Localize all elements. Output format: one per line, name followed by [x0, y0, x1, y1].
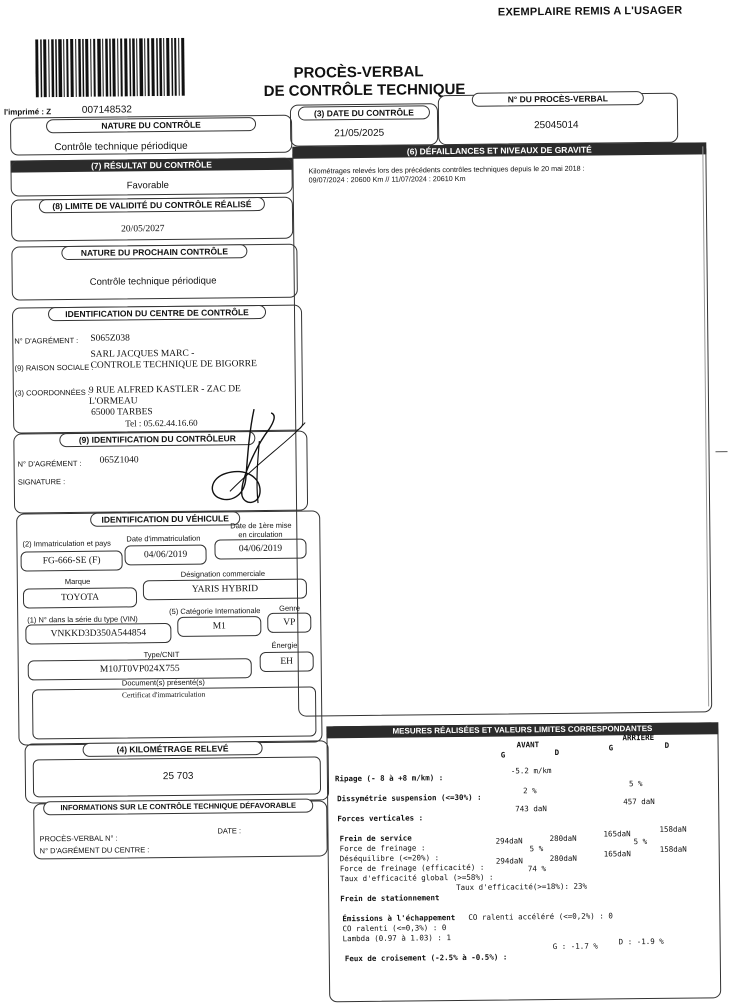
forces-ar: 457 daN — [623, 796, 655, 807]
categorie-value: M1 — [177, 616, 261, 637]
frein-service: Frein de service — [339, 833, 412, 844]
taux-global-value: 74 % — [527, 864, 546, 874]
centre-agrement-value: S065Z038 — [90, 333, 130, 344]
mesures-arriere: ARRIERE — [622, 732, 655, 743]
title-line2: DE CONTRÔLE TECHNIQUE — [263, 80, 466, 100]
mesures-ar-g: G — [608, 743, 614, 753]
documents-label: Document(s) présenté(s) — [121, 677, 205, 688]
feux-g: G : -1.7 % — [552, 941, 598, 952]
ff-ar-d: 158daN — [659, 824, 687, 834]
vin-value: VNKKD3D350A544854 — [25, 623, 171, 645]
defaillances-box — [292, 142, 712, 716]
centre-title: IDENTIFICATION DU CENTRE DE CONTRÔLE — [48, 305, 266, 321]
validite-title: (8) LIMITE DE VALIDITÉ DU CONTRÔLE RÉALISÉ — [39, 197, 265, 213]
date-mec-value: 04/06/2019 — [214, 539, 306, 560]
centre-raison-line2: CONTROLE TECHNIQUE DE BIGORRE — [90, 359, 257, 371]
nature-title: NATURE DU CONTRÔLE — [46, 117, 256, 133]
deseq-av: 5 % — [529, 844, 544, 854]
dissym-ar: 5 % — [628, 779, 643, 789]
date-immat-value: 04/06/2019 — [124, 545, 206, 566]
immat-value: FG-666-SE (F) — [21, 550, 123, 571]
date-controle-title: (3) DATE DU CONTRÔLE — [298, 105, 430, 120]
title-line1: PROCÈS-VERBAL — [293, 63, 424, 82]
mesures-title: MESURES RÉALISÉES ET VALEURS LIMITES CORRESPONDANTES — [326, 722, 718, 738]
centre-agrement-label: N° D'AGRÉMENT : — [14, 335, 79, 346]
signature-label: SIGNATURE : — [17, 477, 66, 487]
vin-label: (1) N° dans la série du type (VIN) — [27, 614, 138, 625]
documents-value: Certificat d'immatriculation — [121, 689, 206, 700]
deseq-label: Déséquilibre (<=20%) : — [339, 853, 440, 864]
resultat-title: (7) RÉSULTAT DU CONTRÔLE — [10, 158, 292, 173]
mesures-av-g: G — [500, 750, 506, 760]
ffe-ar-d: 158daN — [659, 844, 687, 854]
energie-value: EH — [260, 651, 314, 672]
feux-label: Feux de croisement (-2.5% à -0.5%) : — [344, 952, 508, 964]
barcode-graphic — [35, 38, 186, 98]
date-immat-label: Date d'immatriculation — [126, 533, 201, 544]
emissions-label: Émissions à l'échappement — [342, 913, 456, 924]
centre-coord-line1: 9 RUE ALFRED KASTLER - ZAC DE — [88, 384, 241, 396]
co-ralenti: CO ralenti (<=0,3%) : 0 — [342, 923, 447, 934]
co-accelere: CO ralenti accéléré (<=0,2%) : 0 — [468, 911, 613, 922]
taux-global-label: Taux d'efficacité global (>=58%) : — [339, 872, 494, 884]
ffe-ar-g: 165daN — [603, 849, 631, 859]
kilometrage-value: 25 703 — [162, 770, 194, 783]
imprime-number: 007148532 — [81, 104, 133, 116]
ff-ar-g: 165daN — [603, 829, 631, 839]
defavorable-pv-label: PROCÈS-VERBAL N° : — [39, 833, 118, 844]
defaillances-line1: Kilométrages relevés lors des précédents contrôles techniques depuis le 20 mai 2018 : — [308, 163, 585, 176]
force-freinage-label: Force de freinage : — [339, 843, 426, 854]
ff-av-d: 280daN — [549, 833, 577, 844]
lambda: Lambda (0.97 à 1.03) : 1 — [342, 933, 452, 944]
nature-value: Contrôle technique périodique — [54, 140, 188, 154]
centre-raison-label: (9) RAISON SOCIALE : — [14, 362, 94, 373]
feux-d: D : -1.9 % — [618, 936, 664, 947]
marque-label: Marque — [64, 576, 91, 587]
mesures-ar-d: D — [664, 740, 670, 750]
date-mec-label1: Date de 1ère mise — [230, 520, 292, 531]
defaillances-title: (6) DÉFAILLANCES ET NIVEAUX DE GRAVITÉ — [292, 142, 706, 158]
vehicule-title: IDENTIFICATION DU VÉHICULE — [90, 511, 240, 527]
defaillances-line2: 09/07/2024 : 20600 Km // 11/07/2024 : 20610 Km — [308, 173, 466, 185]
defavorable-date-label: DATE : — [217, 826, 242, 836]
taux-stat: Taux d'efficacité(>=18%): 23% — [456, 881, 588, 893]
defavorable-title: INFORMATIONS SUR LE CONTRÔLE TECHNIQUE DÉFAVORABLE — [43, 799, 313, 816]
controleur-agrement-value: 065Z1040 — [99, 455, 139, 466]
categorie-label: (5) Catégorie Internationale — [169, 606, 261, 617]
type-label: Type/CNIT — [143, 649, 180, 660]
numero-pv-title: N° DU PROCÈS-VERBAL — [472, 91, 644, 107]
mesures-avant: AVANT — [516, 740, 540, 750]
designation-value: YARIS HYBRID — [143, 579, 307, 601]
dissym-label: Dissymétrie suspension (<=30%) : — [337, 792, 482, 804]
centre-tel: Tel : 05.62.44.16.60 — [125, 417, 198, 429]
copy-label: EXEMPLAIRE REMIS A L'USAGER — [497, 4, 683, 19]
date-mec-label2: en circulation — [238, 529, 283, 540]
prochain-title: NATURE DU PROCHAIN CONTRÔLE — [61, 244, 247, 260]
scan-mark — [716, 451, 728, 452]
defavorable-agrement-label: N° D'AGRÉMENT DU CENTRE : — [39, 845, 150, 856]
date-controle-value: 21/05/2025 — [334, 127, 385, 140]
signature-scribble — [199, 401, 310, 514]
genre-label: Genre — [279, 603, 301, 613]
ripage-label: Ripage (- 8 à +8 m/km) : — [334, 773, 444, 784]
immat-label: (2) Immatriculation et pays — [22, 538, 111, 549]
validite-value: 20/05/2027 — [121, 224, 165, 235]
resultat-value: Favorable — [126, 179, 170, 192]
ff-av-g: 294daN — [495, 836, 523, 846]
centre-coord-line3: 65000 TARBES — [91, 407, 153, 418]
ripage-value: -5.2 m/km — [510, 766, 552, 776]
ffe-av-g: 294daN — [495, 856, 523, 866]
dissym-av: 2 % — [523, 786, 537, 796]
imprime-label: l'imprimé : Z — [3, 107, 52, 117]
centre-coord-label: (3) COORDONNÉES : — [14, 387, 90, 398]
forces-label: Forces verticales : — [337, 813, 424, 824]
centre-coord-line2: L'ORMEAU — [88, 396, 138, 407]
designation-label: Désignation commerciale — [180, 568, 266, 579]
ffe-av-d: 280daN — [549, 853, 577, 864]
forces-av: 743 daN — [515, 804, 547, 814]
ffe-label: Force de freinage (efficacité) : — [339, 862, 485, 874]
controleur-agrement-label: N° D'AGRÉMENT : — [17, 458, 82, 469]
centre-raison-line1: SARL JACQUES MARC - — [90, 348, 195, 360]
genre-value: VP — [267, 613, 311, 633]
controleur-title: (9) IDENTIFICATION DU CONTRÔLEUR — [59, 431, 255, 447]
energie-label: Énergie — [271, 640, 298, 650]
marque-value: TOYOTA — [23, 587, 137, 608]
type-value: M10JT0VP024X755 — [28, 658, 252, 680]
prochain-value: Contrôle technique périodique — [89, 275, 217, 288]
mesures-av-d: D — [554, 747, 560, 757]
frein-stat: Frein de stationnement — [340, 893, 440, 904]
barcode — [35, 38, 186, 98]
numero-pv-value: 25045014 — [534, 119, 579, 132]
kilometrage-title: (4) KILOMÉTRAGE RELEVÉ — [83, 741, 263, 757]
deseq-ar: 5 % — [633, 837, 648, 847]
